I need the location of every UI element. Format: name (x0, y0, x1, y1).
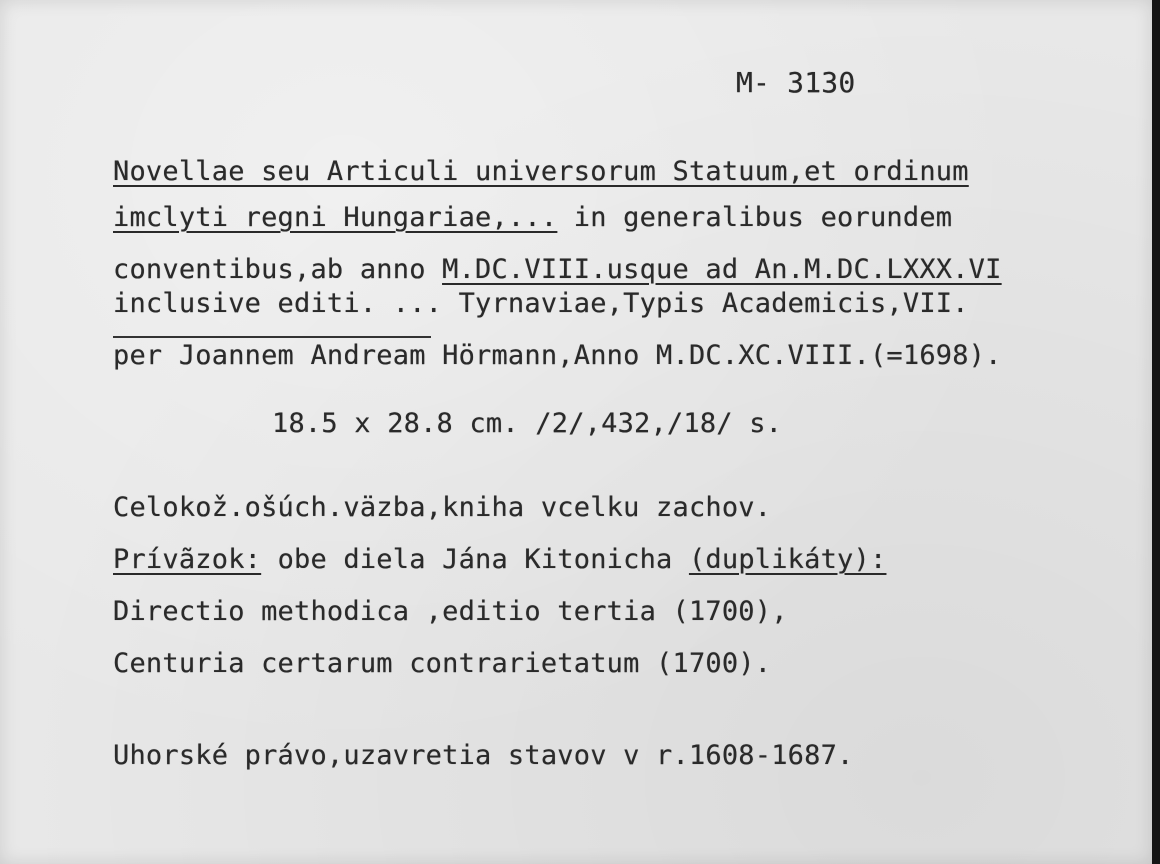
appendix-line (113, 544, 886, 575)
title-line-5: per Joannem Andream Hörmann,Anno M.DC.XC.VIII.(=1698). (113, 340, 1002, 371)
title-line-1: Novellae seu Articuli universorum Statuum,et ordinum (113, 156, 969, 187)
dimensions-line: 18.5 x 28.8 cm. /2/,432,/18/ s. (272, 408, 783, 439)
title-line-2-rest: in generalibus eorundem (557, 202, 953, 233)
title-rule (113, 336, 431, 338)
title-line-2-underlined: imclyti regni Hungariae,... (113, 202, 558, 233)
binding-note: Celokož.ošúch.väzba,kniha vcelku zachov. (113, 492, 772, 523)
appendix-label: Prívãzok: (113, 544, 262, 575)
title-line-3-underlined: M.DC.VIII.usque ad An.M.DC.LXXX.VI (442, 254, 1002, 285)
subject-line: Uhorské právo,uzavretia stavov v r.1608-1687. (113, 740, 854, 771)
title-line-3-plain: conventibus,ab anno (113, 254, 443, 285)
appendix-duplicates: (duplikáty): (688, 544, 887, 575)
title-line-4: inclusive editi. ... Tyrnaviae,Typis Academicis,VII. (113, 288, 969, 319)
appendix-text: obe diela Jána Kitonicha (261, 544, 689, 575)
call-number: M- 3130 (736, 66, 856, 99)
title-line-2 (113, 202, 952, 233)
appendix-item-2: Centuria certarum contrarietatum (1700). (113, 648, 772, 679)
appendix-item-1: Directio methodica ,editio tertia (1700), (113, 596, 788, 627)
title-line-3 (113, 254, 1002, 285)
card-edge-shadow (1152, 0, 1160, 864)
